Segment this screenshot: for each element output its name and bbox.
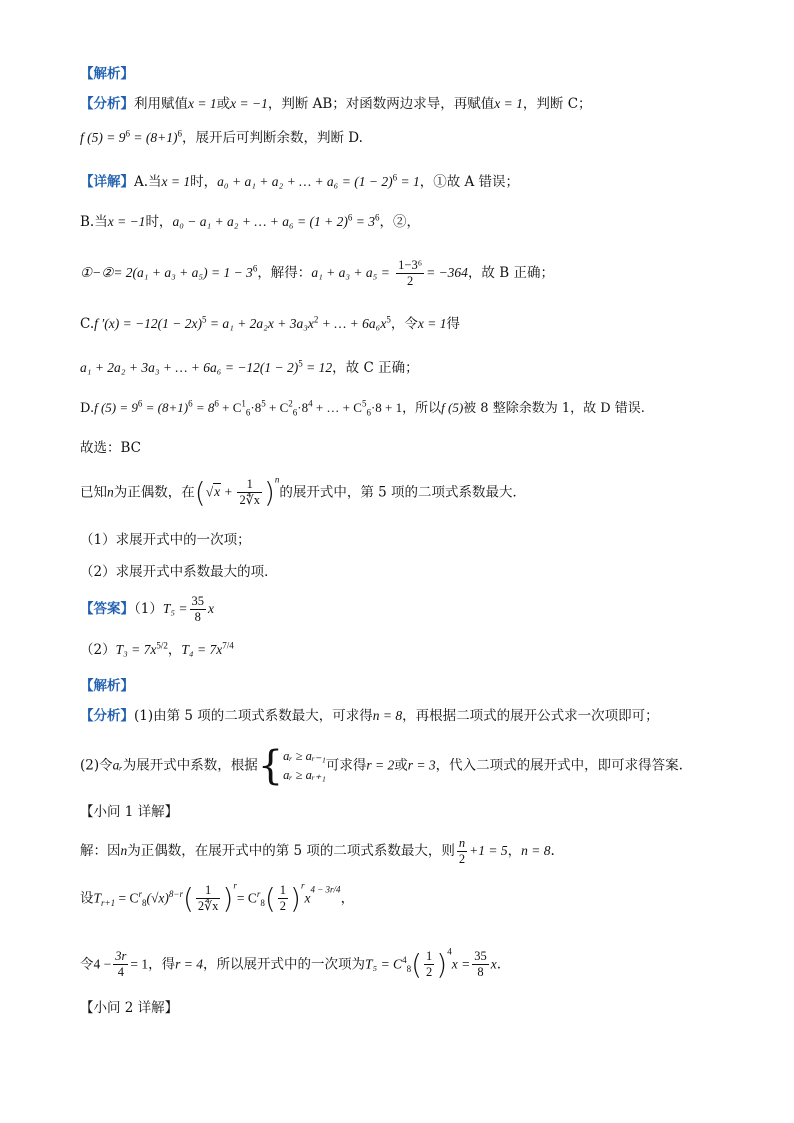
paren-left: ( (411, 948, 423, 981)
exp: 6 (392, 172, 398, 183)
exp: 5 (202, 314, 207, 325)
text: 被 8 整除余数为 1，故 D 错误. (463, 401, 645, 416)
solution-line-2 (80, 882, 354, 916)
exp: 5 (386, 314, 391, 325)
paren-right: ) (290, 882, 301, 915)
math: n = 8 (521, 843, 551, 858)
math: aᵣ (112, 757, 123, 773)
inequality-system (283, 747, 326, 786)
text: ， (167, 642, 182, 658)
math: ①−②= 2(a₁ + a₃ + a₅) = 1 − 3 (80, 265, 253, 280)
comb-top: 4 (402, 954, 407, 965)
text: ， (340, 890, 355, 907)
answer-label: 【答案】 (80, 601, 134, 617)
numerator: 1 (196, 883, 220, 899)
text: 时， (190, 174, 218, 190)
exp: 6 (188, 398, 193, 409)
text: ，令 (390, 316, 418, 332)
text: (2)令 (80, 757, 113, 774)
math: f ′(x) = −12(1 − 2x) (94, 316, 203, 331)
math: = (8+1) (142, 400, 189, 415)
text: 为正偶数，在展开式中的第 5 项的二项式系数最大，则 (127, 843, 455, 859)
math: a₀ + a₁ + a₂ + … + a₆ = (1 − 2) (217, 174, 393, 189)
math: + C (265, 400, 289, 415)
text: ，故 C 正确； (332, 360, 419, 376)
math: + … + C (312, 400, 362, 415)
denominator: 2 (279, 899, 287, 914)
exp: 4 − 3r/4 (310, 884, 341, 895)
text: 或 (216, 96, 231, 112)
subquestion-2-heading (80, 1000, 178, 1016)
text: ，代入二项式的展开式中，即可求得答案. (435, 757, 683, 774)
text: ，判断 AB；对函数两边求导，再赋值 (267, 96, 495, 112)
detail-line-d (80, 400, 645, 417)
math: = 1 (397, 174, 420, 189)
denominator: 8 (477, 965, 484, 980)
solution-line-3 (80, 948, 501, 982)
fraction (237, 477, 261, 508)
math: n (107, 484, 114, 500)
math: T₃ = 7x (115, 642, 157, 657)
answer-choice (80, 440, 141, 456)
comb-bottom: 6 (292, 407, 298, 418)
math: x = 1 (161, 174, 191, 189)
detail-line-a (80, 174, 519, 190)
denominator: 2∜x (197, 899, 219, 914)
text: ， (507, 843, 522, 859)
math: x = 1 (188, 96, 217, 111)
exp: 6 (177, 128, 182, 139)
brace-left: { (257, 743, 284, 789)
exp: 6 (375, 212, 380, 223)
paren-left: ( (194, 476, 206, 509)
comb-top: r (256, 888, 261, 899)
math: = 1 (130, 956, 149, 972)
comb-top: 1 (241, 398, 246, 409)
analysis-line-4 (80, 742, 683, 790)
denominator: 2 (406, 274, 414, 288)
inequality: aᵣ ≥ aᵣ₊₁ (283, 768, 326, 782)
text: 利用赋值 (134, 96, 188, 112)
subheading: 【小问 1 详解】 (80, 804, 179, 820)
numerator: 3r (115, 949, 127, 964)
math: a₁ + 2a₂ + 3a₃ + … + 6a₆ = −12(1 − 2) (80, 360, 299, 375)
text: C. (80, 316, 95, 332)
text: (1)由第 5 项的二项式系数最大，可求得 (134, 708, 373, 724)
math: = (8+1) (129, 130, 178, 145)
math: f (5) = 9 (80, 130, 126, 145)
text: ，解得： (257, 265, 312, 281)
detail-line-c (80, 316, 460, 332)
math: = 3 (352, 214, 375, 229)
text: 为展开式中系数，根据 (122, 757, 258, 774)
subquestion-1-heading (80, 804, 178, 820)
math: ·8 + 1 (370, 400, 403, 415)
fraction (424, 949, 434, 980)
paren-right: ) (436, 948, 448, 981)
exp: 7/4 (222, 640, 234, 651)
exp: 6 (125, 128, 130, 139)
detail-label: 【详解】 (80, 174, 134, 190)
comb-bottom: 8 (406, 963, 412, 974)
detail-line-b (80, 214, 420, 230)
text: （1）求展开式中的一次项； (80, 532, 251, 548)
analysis-label: 【分析】 (80, 708, 134, 724)
text: （1） (134, 601, 163, 617)
question-part-2 (80, 564, 278, 580)
sqrt-symbol: √ (205, 484, 214, 500)
text: 可求得 (325, 757, 367, 774)
subheading: 【小问 2 详解】 (80, 1000, 179, 1016)
math: f (5) = 9 (94, 400, 138, 415)
math: x = −1 (107, 214, 146, 229)
exp: r (300, 880, 305, 891)
fraction (196, 883, 220, 914)
heading-jiexi: 【解析】 (80, 678, 134, 694)
denominator: 2∜x (239, 493, 260, 508)
math: a₀ − a₁ + a₂ + … + a₆ = (1 + 2) (172, 214, 348, 229)
text: 的展开式中，第 5 项的二项式系数最大． (279, 484, 527, 501)
text: ，再根据二项式的展开公式求一次项即可； (402, 708, 659, 724)
math: (√x) (146, 890, 169, 906)
exp: 6 (214, 398, 219, 409)
text: . (550, 843, 555, 859)
text: ，①故 A 错误； (419, 174, 520, 190)
heading-jiexi: 【解析】 (80, 66, 134, 82)
math: = a₁ + 2a₂x + 3a₃x (206, 316, 314, 331)
math: a₁ + a₃ + a₅ = (311, 265, 390, 280)
comb-bottom: 8 (260, 897, 265, 908)
analysis-line-2 (80, 130, 363, 146)
text: ，所以 (402, 401, 442, 416)
exp: 5 (261, 398, 266, 409)
answer-line-2 (80, 642, 234, 658)
comb-top: r (138, 888, 142, 899)
denominator: 8 (194, 610, 201, 624)
text: ，故 B 正确； (467, 265, 554, 281)
denominator: 2 (458, 852, 466, 866)
text: 或 (394, 757, 408, 774)
fraction (190, 594, 207, 625)
fraction (113, 949, 128, 980)
math: r = 3 (407, 757, 436, 773)
math: n = 8 (372, 708, 403, 723)
exp: 6 (252, 263, 258, 274)
text: （2） (80, 642, 116, 658)
math: n (120, 843, 128, 858)
exp: 5 (298, 358, 303, 369)
text: A.当 (134, 174, 162, 190)
text: ，②， (379, 214, 420, 230)
exp: 4 (447, 946, 452, 957)
math: x = 1 (417, 316, 447, 331)
exp: 6 (347, 212, 353, 223)
paren-right: ) (263, 476, 275, 509)
section-label-analysis (80, 66, 134, 82)
text: 得 (446, 316, 460, 332)
text: 时， (145, 214, 173, 230)
inequality: aᵣ ≥ aᵣ₋₁ (283, 748, 326, 763)
numerator: 35 (191, 594, 205, 608)
comb-bottom: 8 (141, 897, 147, 908)
text: ，判断 C； (522, 96, 592, 112)
detail-line-diff (80, 258, 554, 289)
exp: 8−r (168, 888, 183, 899)
math: x = 1 (494, 96, 523, 111)
comb-top: 2 (288, 398, 293, 409)
numerator: 1−3⁶ (398, 258, 423, 272)
analysis-line-1 (80, 96, 592, 112)
math: x (208, 601, 215, 616)
text: B.当 (80, 214, 108, 230)
exp: 6 (137, 398, 143, 409)
paren-left: ( (182, 882, 194, 915)
math: x (304, 890, 311, 906)
numerator: 1 (237, 477, 261, 493)
math: +1 = 5 (469, 843, 508, 858)
denominator: 4 (117, 965, 124, 980)
paren-right: ) (222, 882, 234, 915)
question-stem: 已知n为正偶数，在(√x + $\frac{1}{2∜x}$ )$^n$的展开式中，第 5 项的二项式系数最大． (80, 474, 527, 509)
text: 设 (80, 890, 94, 907)
detail-line-c2 (80, 360, 419, 376)
choice-text: 故选：BC (80, 440, 142, 456)
math: ·8 (250, 400, 262, 415)
math: = 12 (302, 360, 333, 375)
math: r = 2 (366, 757, 395, 773)
math: f (5) (441, 400, 464, 415)
text: . (496, 956, 501, 973)
exp: n (274, 474, 280, 485)
exp: r (233, 880, 237, 891)
exp: 2 (313, 314, 319, 325)
math: + C (218, 400, 242, 415)
text: ，展开后可判断余数，判断 D. (181, 130, 363, 146)
math: x = (451, 956, 471, 972)
numerator: 1 (426, 949, 433, 964)
paren-left: ( (264, 882, 276, 915)
math: + … + 6a₆x (318, 316, 387, 331)
section-label-analysis-2 (80, 678, 134, 694)
text: 为正偶数，在 (113, 484, 195, 501)
solution-line-1 (80, 836, 555, 867)
math: T₄ = 7x (181, 642, 223, 657)
math: x (490, 956, 497, 972)
fraction (278, 883, 288, 914)
text: （2）求展开式中系数最大的项． (80, 564, 278, 580)
math: x (214, 484, 221, 500)
comb-top: 5 (361, 398, 367, 409)
math: r = 4 (175, 956, 203, 972)
math: T (93, 890, 102, 906)
math: T₅ = C (365, 956, 403, 972)
question-part-1 (80, 532, 251, 548)
text: ，得 (148, 956, 176, 973)
exp: 4 (308, 398, 313, 409)
math: = C (115, 890, 139, 906)
math: = −364 (426, 265, 468, 280)
text: ，所以展开式中的一次项为 (203, 956, 365, 973)
numerator: 1 (279, 883, 287, 898)
math: 4 − (93, 956, 112, 972)
answer-line-1 (80, 594, 214, 625)
analysis-line-3 (80, 708, 659, 724)
subscript: r+1 (101, 897, 116, 908)
text: 解：因 (80, 843, 121, 859)
analysis-label: 【分析】 (80, 96, 134, 112)
math: = 8 (192, 400, 215, 415)
math: ·8 (297, 400, 309, 415)
comb-bottom: 6 (245, 407, 251, 418)
text: 令 (80, 956, 94, 973)
denominator: 2 (426, 965, 433, 980)
math: = C (236, 890, 257, 906)
numerator: 35 (474, 949, 487, 964)
fraction (472, 949, 489, 980)
numerator: n (458, 836, 466, 850)
text: D. (80, 401, 95, 416)
text: 已知 (80, 484, 107, 501)
fraction (396, 258, 424, 289)
math: T₅ = (162, 601, 188, 616)
comb-bottom: 6 (366, 407, 371, 418)
exp: 5/2 (156, 640, 168, 651)
math: x = −1 (230, 96, 268, 111)
fraction (457, 836, 467, 867)
